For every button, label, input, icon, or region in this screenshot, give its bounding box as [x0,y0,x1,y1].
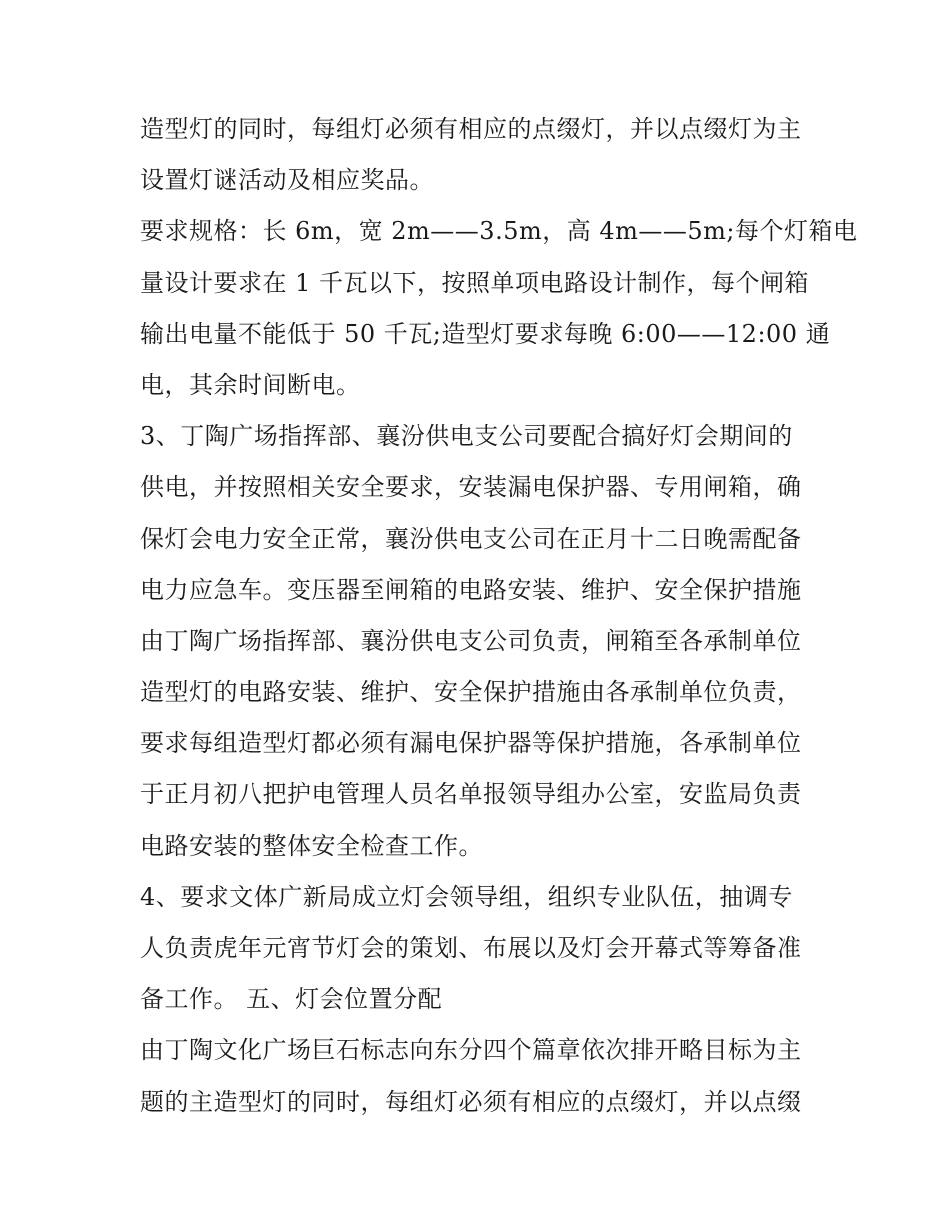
text-line: 量设计要求在 1 千瓦以下，按照单项电路设计制作，每个闸箱 [140,268,810,297]
text-line: 题的主造型灯的同时，每组灯必须有相应的点缀灯，并以点缀 [140,1087,802,1116]
document-page [140,104,858,1128]
text-line: 供电，并按照相关安全要求，安装漏电保护器、专用闸箱，确 [140,473,802,502]
text-line: 设置灯谜活动及相应奖品。 [140,166,434,195]
text-line: 人负责虎年元宵节灯会的策划、布展以及灯会开幕式等筹备准 [140,934,802,962]
text-line: 于正月初八把护电管理人员名单报领导组办公室，安监局负责 [140,780,802,809]
text-line: 电力应急车。变压器至闸箱的电路安装、维护、安全保护措施 [140,575,802,604]
text-line: 由丁陶文化广场巨石标志向东分四个篇章依次排开略目标为主 [140,1036,802,1065]
text-line: 备工作。 五、灯会位置分配 [140,985,443,1014]
text-line: 由丁陶广场指挥部、襄汾供电支公司负责，闸箱至各承制单位 [140,626,802,655]
text-line: 造型灯的同时，每组灯必须有相应的点缀灯，并以点缀灯为主 [140,115,802,143]
text-line: 输出电量不能低于 50 千瓦;造型灯要求每晚 6:00——12:00 通 [140,319,831,348]
text-line: 保灯会电力安全正常，襄汾供电支公司在正月十二日晚需配备 [140,524,802,553]
text-line: 要求每组造型灯都必须有漏电保护器等保护措施，各承制单位 [140,729,802,758]
text-line: 电路安装的整体安全检查工作。 [140,831,483,860]
text-line: 3、丁陶广场指挥部、襄汾供电支公司要配合搞好灯会期间的 [140,422,793,451]
text-line: 4、要求文体广新局成立灯会领导组，组织专业队伍，抽调专 [140,882,793,911]
text-line: 要求规格：长 6m，宽 2m——3.5m，高 4m——5m;每个灯箱电 [140,217,858,246]
text-line: 电，其余时间断电。 [140,370,361,399]
text-line: 造型灯的电路安装、维护、安全保护措施由各承制单位负责， [140,678,802,707]
